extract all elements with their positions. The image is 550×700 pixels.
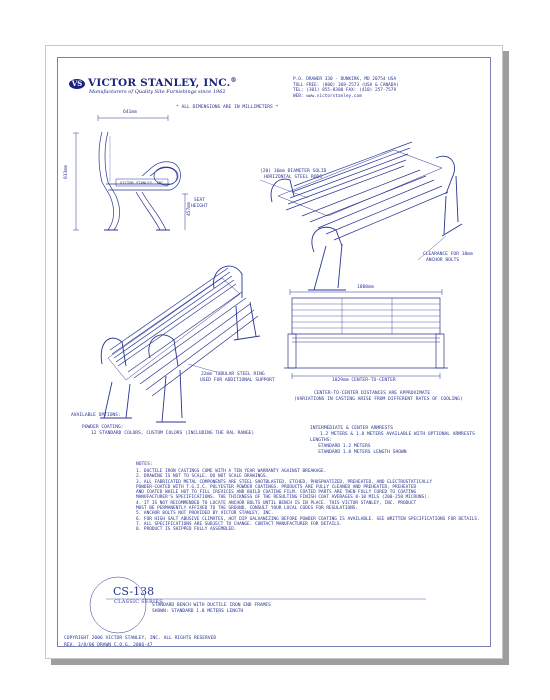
note-line: AND COATED WHILE HOT TO FILL CREVICES AND BUILD COATING FILM. COATED PARTS ARE THEN FULLY CURED TO COATING [136,490,417,496]
seat-label-2: HEIGHT [191,204,208,209]
note-line: MANUFACTURER'S SPECIFICATIONS. THE THICKNESS OF THE RESULTING FINISH COAT AVERAGES 8-10 MILS (200-250 MICRONS). [136,495,430,501]
revision-text: REV. 3/8/06 DRAWN C.O.G. 2006-47 [64,643,153,648]
copyright-text: COPYRIGHT 2006 VICTOR STANLEY, INC. ALL RIGHTS RESERVED [64,636,217,641]
armrests-heading: INTERMEDIATE & CENTER ARMRESTS [310,426,393,431]
drawing-sheet [45,45,503,659]
side-view-drawing [73,115,188,230]
product-description-1: STANDARD BENCH WITH DUCTILE IRON END FRAMES [152,603,271,608]
note-line: 2. DRAWING IS NOT TO SCALE. DO NOT SCALE DRAWINGS. [136,474,269,480]
options-powder-coating: POWDER COATING: [82,425,124,430]
company-name: VICTOR STANLEY, INC.® [88,77,237,89]
series-name: CLASSIC SERIES [114,599,163,605]
seat-label-1: SEAT [194,198,206,203]
rods-callout-2: HORIZONTAL STEEL RODS [264,175,323,180]
ring-callout-1: 22mm TUBULAR STEEL RING [201,372,265,377]
note-line: 7. ALL SPECIFICATIONS ARE SUBJECT TO CHANGE. CONTACT MANUFACTURER FOR DETAILS. [136,521,343,527]
center-note-1: CENTER-TO-CENTER DISTANCES ARE APPROXIMATE [314,391,431,396]
options-heading: AVAILABLE OPTIONS: [71,413,121,418]
center-note-2: (VARIATIONS IN CASTING ARISE FROM DIFFERENT RATES OF COOLING) [294,397,463,402]
company-tagline: Manufacturers of Quality Site Furnishings since 1962 [89,89,226,95]
note-line: 1. DUCTILE IRON CASTINGS COME WITH A TEN YEAR WARRANTY AGAINST BREAKAGE. [136,469,327,474]
note-line: 5. ANCHOR BOLTS NOT PROVIDED BY VICTOR STANLEY, INC. [136,511,274,517]
note-line: 4. IT IS NOT RECOMMENDED TO LOCATE ANCHOR BOLTS UNTIL BENCH IS IN PLACE. THIS VICTOR STANLEY, INC. PRODUCT [136,500,417,506]
armrests-detail: 1.2 METERS & 1.8 METERS AVAILABLE WITH OPTIONAL ARMRESTS [320,432,475,437]
notes-list [136,469,480,533]
clearance-callout-1: CLEARANCE FOR 10mm [423,252,473,257]
seat-dimension-label: 457mm [187,202,192,216]
lengths-heading: LENGTHS: [310,438,333,443]
length-standard-1: STANDARD 1.2 METERS [318,444,371,449]
contact-web: WEB: www.victorstanley.com [293,93,362,99]
note-line: 3. ALL FABRICATED METAL COMPONENTS ARE STEEL SHOTBLASTED, ETCHED, PHOSPHATIZED, PREHEATED, AND ELECTROSTATICALLY [136,479,433,485]
vs-logo-icon: VS [69,79,85,89]
bench-drawings [46,46,502,658]
product-description-2: SHOWN: STANDARD 1.8 METERS LENGTH [152,609,244,614]
contact-tel-fax: TEL: (301) 855-8300 FAX: (410) 257-7579 [293,88,397,94]
clearance-callout-2: ANCHOR BOLTS [426,258,460,263]
overall-length-label: 1880mm [357,285,374,290]
note-line: MUST BE PERMANENTLY AFFIXED TO THE GROUND. CONSULT YOUR LOCAL CODES FOR REGULATIONS. [136,506,359,512]
rods-callout-1: (20) 16mm DIAMETER SOLID [260,169,327,174]
notes-heading: NOTES: [136,462,153,467]
contact-address: P.O. DRAWER 330 · DUNKIRK, MD 20754 USA [293,77,397,82]
front-view-drawing [284,289,448,379]
nameplate-text: VICTOR STANLEY, INC. [120,180,166,185]
note-line: 8. PRODUCT IS SHIPPED FULLY ASSEMBLED. [136,527,237,533]
model-number: CS-138 [113,585,155,598]
center-to-center-label: 1829mm CENTER-TO-CENTER [332,378,396,383]
options-powder-detail: 12 STANDARD COLORS, CUSTOM COLORS (INCLUDING THE RAL RANGE) [91,431,255,436]
length-standard-2: STANDARD 1.8 METERS LENGTH SHOWN [318,450,407,455]
contact-tollfree: TOLL FREE: (800) 368-2573 (USA & CANADA) [293,82,399,88]
side-height-label: 813mm [64,165,69,179]
ring-callout-2: USED FOR ADDITIONAL SUPPORT [200,378,275,383]
isometric-view-top [260,142,462,290]
dimensions-note: * ALL DIMENSIONS ARE IN MILLIMETERS * [176,105,279,110]
note-line: POWDER-COATED WITH T.G.I.C. POLYESTER POWDER COATINGS. PRODUCTS ARE FULLY CLEANED AND PREHEATED, PREHEATED [136,484,417,490]
isometric-view-bottom [100,266,260,422]
side-width-label: 641mm [123,110,137,115]
note-line: 6. FOR HIGH SALT ABUSIVE CLIMATES, HOT DIP GALVANIZING BEFORE POWDER COATING IS AVAILABLE. SEE WRITTEN SPECIFICATIONS FOR DETAILS. [136,516,480,522]
